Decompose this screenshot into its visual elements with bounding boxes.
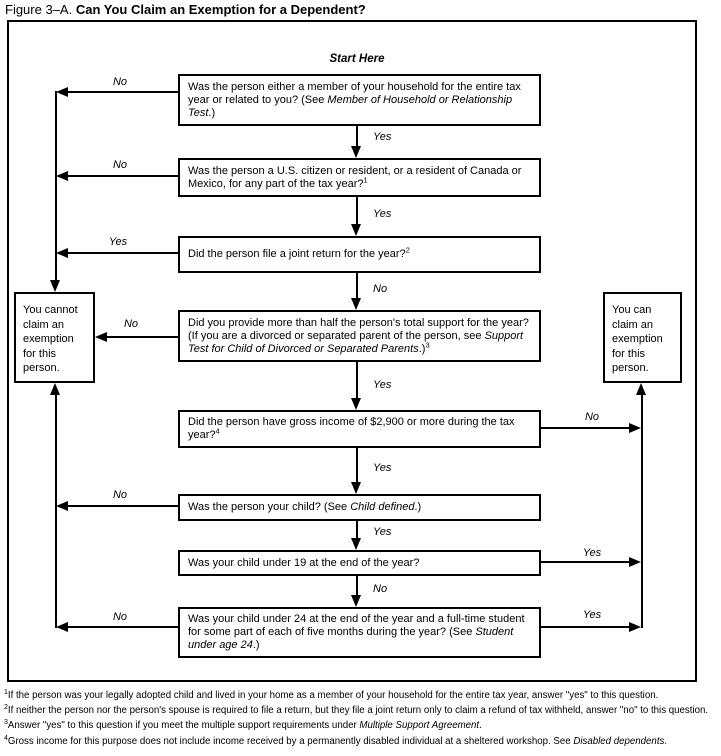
edge-q5-down-arrowhead [351, 482, 361, 494]
question-text-pre: Did the person file a joint return for the year? [188, 248, 406, 260]
edge-q4-left-arrowhead [95, 332, 107, 342]
question-footnote-ref: 2 [405, 245, 410, 255]
edge-q4-down-label: Yes [373, 379, 392, 391]
edge-q6-left-label: No [112, 489, 128, 501]
question-text-italic: Student under age 24 [188, 626, 514, 651]
edge-q8-right-line [541, 626, 629, 628]
question-text-pre: Was the person either a member of your household for the entire tax year or related to you? (See [188, 80, 521, 106]
edge-q2-left-arrowhead [56, 171, 68, 181]
question-box-under-19 [178, 550, 541, 576]
question-box-gross-income [178, 410, 541, 448]
question-text-italic: Child defined [350, 501, 415, 513]
footnote-2-number: 2 [4, 704, 8, 712]
question-text-post: .) [418, 342, 426, 355]
footnote-1 [4, 687, 718, 702]
edge-q5-right-line [541, 427, 629, 429]
question-text-post: .) [252, 639, 260, 651]
footnote-3-text: Answer "yes" to this question if you meet the multiple support requirements under [7, 720, 360, 732]
footnote-1-number: 1 [4, 689, 8, 696]
footnote-1-text: If the person was your legally adopted child and lived in your home as a member of your household for the entire tax year, answer "yes" to this question. [7, 690, 659, 702]
outcome-box-cannot-claim [14, 292, 95, 383]
question-box-citizenship [178, 158, 541, 197]
edge-q7-right-arrowhead [629, 557, 641, 567]
footnote-4-text: Gross income for this purpose does not include income received by a permanently disabled individual at a sheltered workshop. See [7, 735, 574, 747]
question-box-support [178, 310, 541, 362]
footnote-4-italic: Disabled dependents [573, 735, 665, 747]
edge-q7-down-label: No [373, 583, 388, 595]
start-here-label: Start Here [329, 53, 385, 65]
edge-q1-down-arrowhead [351, 146, 361, 158]
edge-q2-down-arrowhead [351, 224, 361, 236]
edge-q7-down-line [356, 576, 358, 595]
question-text [188, 501, 421, 514]
edge-q3-down-arrowhead [351, 298, 361, 310]
footnote-4 [4, 733, 718, 748]
question-footnote-ref: 3 [425, 339, 430, 349]
footnote-2-text: If neither the person nor the person's spouse is required to file a return, but they file a joint return only to claim a refund of tax withheld, answer "no" to this question. [7, 705, 709, 717]
edge-q7-down-arrowhead [351, 595, 361, 607]
edge-q3-down-label: No [373, 283, 388, 295]
footnote-3 [4, 717, 718, 732]
edge-q7-right-label: Yes [582, 547, 602, 559]
edge-q3-down-line [356, 273, 358, 298]
question-text [188, 81, 531, 120]
left-collector-into-cannot-arrowhead [50, 280, 60, 292]
edge-q4-left-label: No [123, 318, 139, 330]
footnote-3-number: 3 [4, 719, 8, 727]
edge-q3-left-line [68, 252, 178, 254]
edge-q8-left-label: No [112, 611, 128, 623]
edge-q7-right-line [541, 561, 629, 563]
edge-q5-down-label: Yes [373, 462, 392, 474]
edge-q6-down-line [356, 521, 358, 538]
figure-title-prefix: Figure 3–A. [5, 2, 73, 17]
footnotes [4, 687, 718, 748]
edge-q2-down-line [356, 197, 358, 224]
question-text [188, 317, 531, 356]
edge-q8-right-label: Yes [582, 609, 602, 621]
question-text-pre: Did you provide more than half the person's total support for the year? (If you are a divorced or separated parent of the person, see [188, 316, 529, 342]
question-footnote-ref: 1 [363, 174, 368, 184]
outcome-cannot-text: You cannot claim an exemption for this person. [23, 304, 78, 374]
edge-q1-left-arrowhead [56, 87, 68, 97]
question-box-your-child [178, 494, 541, 521]
question-text [188, 165, 531, 191]
figure-title [5, 2, 366, 17]
figure-title-main: Can You Claim an Exemption for a Dependent? [75, 2, 366, 17]
question-box-student-under-24 [178, 607, 541, 658]
edge-q1-down-line [356, 126, 358, 146]
right-collector-up-arrowhead [636, 383, 646, 395]
edge-q4-down-line [356, 362, 358, 398]
edge-q4-left-line [107, 336, 178, 338]
edge-q8-left-line [68, 626, 178, 628]
question-box-member-household [178, 74, 541, 126]
edge-q5-right-arrowhead [629, 423, 641, 433]
edge-q3-left-label: Yes [108, 236, 128, 248]
edge-q5-down-line [356, 448, 358, 482]
question-text-post: .) [208, 106, 216, 119]
footnote-2 [4, 702, 718, 717]
edge-q6-left-line [68, 505, 178, 507]
question-text [188, 245, 410, 261]
question-text-post: .) [414, 501, 422, 513]
footnote-4-post: . [664, 735, 668, 747]
edge-q6-down-arrowhead [351, 538, 361, 550]
footnote-4-number: 4 [4, 734, 8, 742]
question-text-italic: Member of Household or Relationship Test [188, 93, 513, 119]
footnote-3-italic: Multiple Support Agreement [359, 720, 480, 732]
right-collector-line [641, 395, 643, 628]
question-footnote-ref: 4 [215, 426, 220, 436]
edge-q1-left-label: No [112, 76, 128, 88]
left-collector-up-arrowhead [50, 383, 60, 395]
outcome-box-can-claim [603, 292, 682, 383]
edge-q2-down-label: Yes [373, 208, 392, 220]
question-text-italic: Support Test for Child of Divorced or Separated Parents [188, 329, 524, 355]
left-collector-lower-line [55, 395, 57, 628]
question-box-joint-return [178, 236, 541, 273]
question-text-pre: Was the person your child? (See [188, 501, 351, 513]
question-text-pre: Was your child under 24 at the end of the year and a full-time student for some part of each of five months during the year? (See [188, 613, 525, 638]
edge-q1-left-line [68, 91, 178, 93]
edge-q4-down-arrowhead [351, 398, 361, 410]
footnote-3-post: . [479, 720, 482, 732]
edge-q8-right-arrowhead [629, 622, 641, 632]
edge-q6-down-label: Yes [373, 526, 392, 538]
edge-q5-right-label: No [584, 411, 600, 423]
question-text-pre: Was the person a U.S. citizen or resident, or a resident of Canada or Mexico, for any part of the tax year? [188, 164, 522, 190]
question-text-pre: Was your child under 19 at the end of the year? [188, 556, 420, 569]
edge-q3-left-arrowhead [56, 248, 68, 258]
outcome-can-text: You can claim an exemption for this person. [612, 304, 663, 374]
edge-q8-left-arrowhead [56, 622, 68, 632]
edge-q6-left-arrowhead [56, 501, 68, 511]
edge-q1-down-label: Yes [373, 131, 392, 143]
question-text [188, 613, 531, 652]
question-text-pre: Did the person have gross income of $2,900 or more during the tax year? [188, 416, 515, 441]
question-text [188, 416, 531, 442]
question-text [188, 557, 419, 570]
edge-q2-left-line [68, 175, 178, 177]
edge-q2-left-label: No [112, 159, 128, 171]
